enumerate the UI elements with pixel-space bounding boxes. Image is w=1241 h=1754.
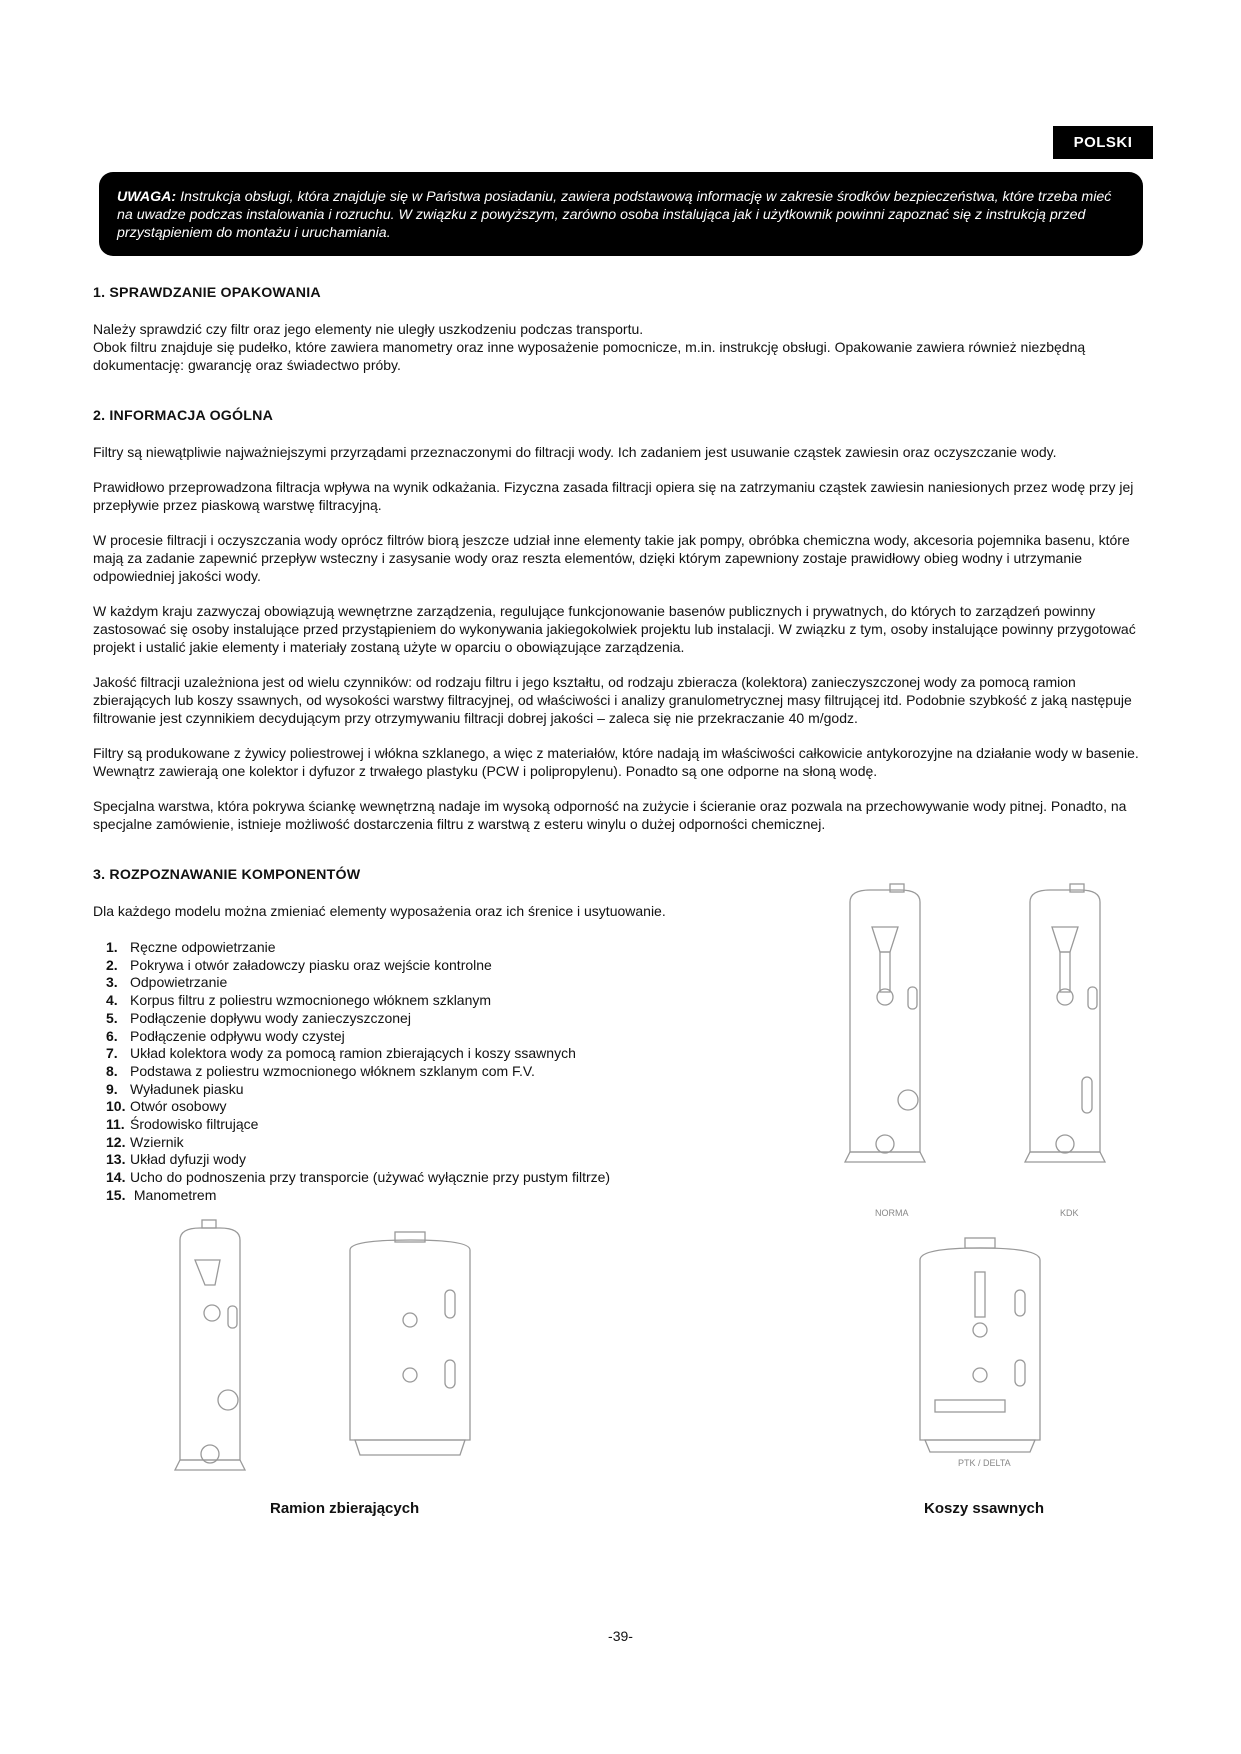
list-item: 2. Pokrywa i otwór załadowczy piasku oraz wejście kontrolne <box>106 956 492 973</box>
list-item: 11. Środowisko filtrujące <box>106 1116 259 1133</box>
figure-label-kdk: KDK <box>1060 1208 1079 1218</box>
section2-paragraph-3: W procesie filtracji i oczyszczania wody oprócz filtrów biorą jeszcze udział inne elementy takie jak pompy, obróbka chemiczna wody, akcesoria pojemnika basenu, które mają za zadanie zapewnić przepływ wsteczny i zasysanie wody oraz reszta elementów, dzięki którym zapewniony zostaje prawidłowy obieg wodny i utrzymanie odpowiedniej jakości wody. <box>93 532 1130 584</box>
section2-paragraph-7: Specjalna warstwa, która pokrywa ściankę wewnętrzną nadaje im wysoką odporność na zużycie i ścieranie oraz pozwala na przechowywanie wody pitnej. Ponadto, na specjalne zamówienie, istnieje możliwość dostarczenia filtru z warstwą z esteru winylu o dużej odporności chemicznej. <box>93 798 1127 832</box>
warning-box <box>99 172 1143 256</box>
warning-label: UWAGA: <box>117 189 177 205</box>
list-item: 14. Ucho do podnoszenia przy transporcie (używać wyłącznie przy pustym filtrze) <box>106 1169 611 1186</box>
section2-paragraph-5: Jakość filtracji uzależniona jest od wielu czynników: od rodzaju filtru i jego kształtu, od rodzaju zbieracza (kolektora) zanieczyszczonej wody za pomocą ramion zbierających lub koszy ssawnych, od wysokości warstwy filtracyjnej, od właściwości i analizy granulometrycznej masy filtrującej itd. Podobnie szybkość z jaką następuje filtrowanie jest czynnikiem decydującym przy otrzymywaniu filtracji dobrej jakości – zaleca się nie przekraczanie 40 m/godz. <box>93 674 1132 726</box>
list-item: 6. Podłączenie odpływu wody czystej <box>106 1027 345 1044</box>
section2-paragraph-6: Filtry są produkowane z żywicy poliestrowej i włókna szklanego, a więc z materiałów, które nadają im właściwości całkowicie antykorozyjne na działanie wody w basenie. Wewnątrz zawierają one kolektor i dyfuzor z trwałego plastyku (PCW i polipropylenu). Ponadto są one odporne na słoną wodę. <box>93 745 1139 779</box>
list-item: 7. Układ kolektora wody za pomocą ramion zbierających i koszy ssawnych <box>106 1045 576 1062</box>
caption-ramion: Ramion zbierających <box>270 1500 420 1517</box>
section1-paragraph-2: Obok filtru znajduje się pudełko, które zawiera manometry oraz inne wyposażenie pomocnicze, m.in. instrukcję obsługi. Opakowanie zawiera również niezbędną dokumentację: gwarancję oraz świadectwo próby. <box>93 339 1086 373</box>
section2-paragraph-4: W każdym kraju zazwyczaj obowiązują wewnętrzne zarządzenia, regulujące funkcjonowanie basenów publicznych i prywatnych, do których to zarządzeń powinny zastosować się osoby instalujące przed przystąpieniem do wykonywania jakiegokolwiek projektu lub instalacji. W związku z tym, osoby instalujące powinny przygotować projekt i ustalić jakie elementy i materiały zostaną użyte w oparciu o obowiązujące zarządzenia. <box>93 603 1136 655</box>
filter-diagram-koszy <box>880 1220 1140 1480</box>
caption-koszy: Koszy ssawnych <box>924 1500 1045 1517</box>
section3-intro: Dla każdego modelu można zmieniać elementy wyposażenia oraz ich śrenice i usytuowanie. <box>93 903 666 919</box>
list-item: 13. Układ dyfuzji wody <box>106 1151 246 1168</box>
page-number: -39- <box>608 1628 633 1644</box>
language-badge: POLSKI <box>1053 126 1153 159</box>
figure-label-norma: NORMA <box>875 1208 909 1218</box>
filter-diagram-norma-kdk <box>820 872 1160 1222</box>
list-item: 10. Otwór osobowy <box>106 1098 227 1115</box>
section2-paragraph-1: Filtry są niewątpliwie najważniejszymi przyrządami przeznaczonymi do filtracji wody. Ich zadaniem jest usuwanie cząstek zawiesin oraz oczyszczanie wody. <box>93 444 1057 460</box>
list-item: 5. Podłączenie dopływu wody zanieczyszczonej <box>106 1009 411 1026</box>
list-item: 15. Manometrem <box>106 1186 217 1203</box>
section1-title: 1. SPRAWDZANIE OPAKOWANIA <box>93 285 321 301</box>
list-item: 4. Korpus filtru z poliestru wzmocnionego włóknem szklanym <box>106 992 492 1009</box>
filter-diagram-ramion <box>150 1210 510 1510</box>
section3-title: 3. ROZPOZNAWANIE KOMPONENTÓW <box>93 867 361 883</box>
warning-text: Instrukcja obsługi, która znajduje się w Państwa posiadaniu, zawiera podstawową informację w zakresie środków bezpieczeństwa, które trzeba mieć na uwadze podczas instalowania i rozruchu. W związku z powyższym, zarówno osoba instalująca jak i użytkownik powinni zapoznać się z instrukcją przed przystąpieniem do montażu i uruchamiania. <box>117 189 1112 241</box>
figure-label-ptk-delta: PTK / DELTA <box>958 1458 1011 1468</box>
section2-title: 2. INFORMACJA OGÓLNA <box>93 408 274 424</box>
list-item: 3. Odpowietrzanie <box>106 974 228 991</box>
section2-paragraph-2: Prawidłowo przeprowadzona filtracja wpływa na wynik odkażania. Fizyczna zasada filtracji opiera się na zatrzymaniu cząstek zawiesin naniesionych przez wodę przy jej przepływie przez piaskową warstwę filtracyjną. <box>93 479 1134 513</box>
components-list <box>106 939 610 1205</box>
list-item: 12. Wziernik <box>106 1133 184 1150</box>
list-item: 9. Wyładunek piasku <box>106 1080 244 1097</box>
list-item: 8. Podstawa z poliestru wzmocnionego włóknem szklanym com F.V. <box>106 1062 535 1079</box>
list-item: 1. Ręczne odpowietrzanie <box>106 939 276 955</box>
section1-paragraph-1: Należy sprawdzić czy filtr oraz jego elementy nie uległy uszkodzeniu podczas transportu. <box>93 321 644 337</box>
